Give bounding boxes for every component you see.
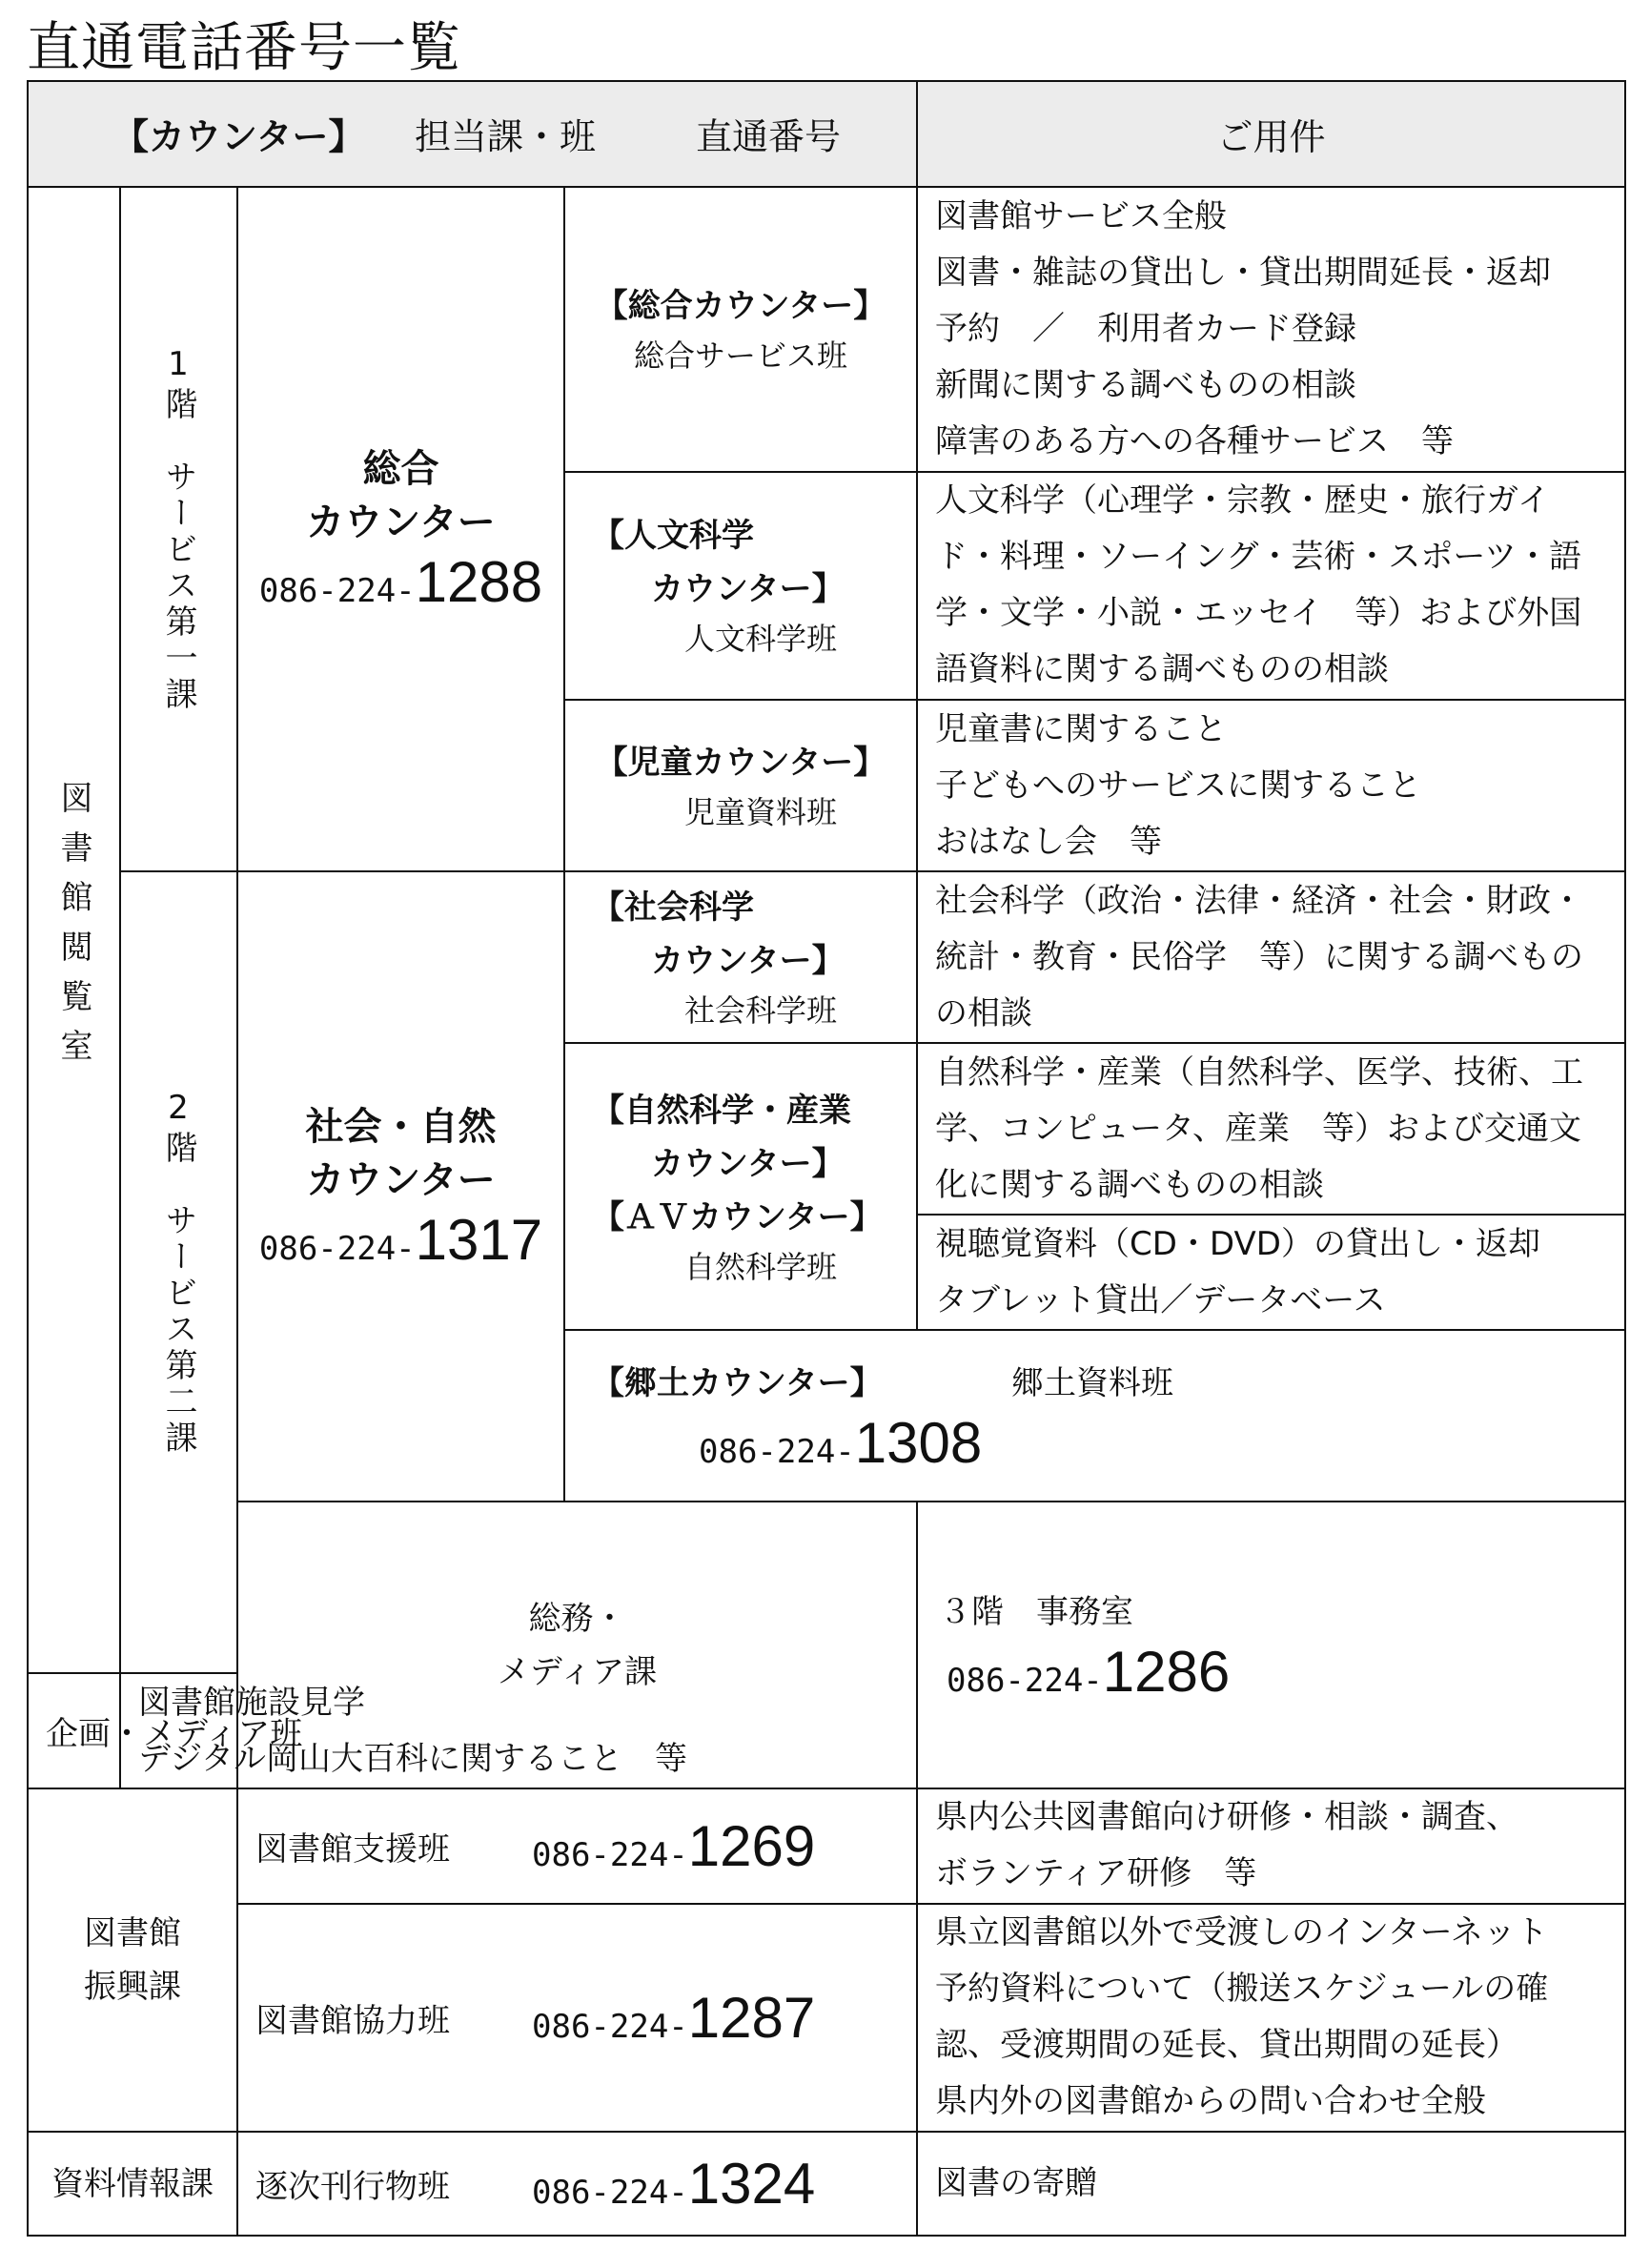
support-usage: 県内公共図書館向け研修・相談・調査、 ボランティア研修 等 xyxy=(917,1788,1625,1904)
humanities-counter-label-1: 【人文科学 xyxy=(592,517,754,556)
header-cell-left xyxy=(28,81,917,187)
general-counter-label: 【総合カウンター】 xyxy=(595,287,886,326)
table-header-row xyxy=(28,81,1625,187)
header-direct: 直通番号 xyxy=(696,115,842,158)
cooperation-team-cell xyxy=(237,1904,917,2132)
general-media-phone: 086-224-1286 xyxy=(947,1640,1231,1705)
floor1-phone: 086-224-1288 xyxy=(258,550,543,615)
table-row xyxy=(28,1904,1625,2132)
floor2-phone: 086-224-1317 xyxy=(258,1208,543,1273)
floor2-counter-name-1: 社会・自然 xyxy=(305,1105,497,1150)
materials-dept: 資料情報課 xyxy=(28,2132,237,2236)
social-counter-label-1: 【社会科学 xyxy=(592,889,754,928)
header-section: 担当課・班 xyxy=(415,115,597,158)
general-counter-usage: 図書館サービス全般 図書・雑誌の貸出し・貸出期間延長・返却 予約 ／ 利用者カード登録 新聞に関する調べものの相談 障害のある方への各種サービス 等 xyxy=(917,187,1625,472)
social-counter-label-2: カウンター】 xyxy=(651,942,845,981)
floor1-label: 1階 サービス第一課 xyxy=(120,187,237,871)
header-usage: ご用件 xyxy=(917,81,1625,187)
local-counter-label: 【郷土カウンター】 xyxy=(592,1363,883,1402)
science-counter-cell xyxy=(564,1043,917,1330)
table-row xyxy=(28,871,1625,1043)
children-counter-cell xyxy=(564,700,917,871)
general-service-team: 総合サービス班 xyxy=(633,337,847,375)
social-team: 社会科学班 xyxy=(684,992,838,1030)
general-media-dept: 総務・ メディア課 xyxy=(237,1502,917,1788)
av-usage: 視聴覚資料（CD・DVD）の貸出し・返却 タブレット貸出／データベース xyxy=(917,1215,1625,1330)
planning-media-usage: 図書館施設見学 デジタル岡山大百科に関すること 等 xyxy=(120,1673,237,1788)
periodicals-team: 逐次刊行物班 xyxy=(255,2168,450,2207)
table-row xyxy=(28,187,1625,472)
header-counter: 【カウンター】 xyxy=(112,115,365,158)
local-phone: 086-224-1308 xyxy=(699,1410,983,1475)
floor2-label: 2階 サービス第二課 xyxy=(120,871,237,1673)
av-counter-label: 【ＡＶカウンター】 xyxy=(592,1197,883,1236)
support-team-cell xyxy=(237,1788,917,1904)
children-counter-label: 【児童カウンター】 xyxy=(595,744,886,783)
science-counter-label-1: 【自然科学・産業 xyxy=(592,1091,851,1130)
children-usage: 児童書に関すること 子どもへのサービスに関すること おはなし会 等 xyxy=(917,700,1625,871)
table-row xyxy=(28,1788,1625,1904)
table-row xyxy=(28,2132,1625,2236)
children-team: 児童資料班 xyxy=(684,794,838,831)
floor1-counter-name-2: カウンター xyxy=(306,501,496,545)
local-team: 郷土資料班 xyxy=(1011,1363,1173,1402)
humanities-team: 人文科学班 xyxy=(684,621,838,658)
floor1-counter-name-1: 総合 xyxy=(362,447,439,492)
periodicals-phone: 086-224-1324 xyxy=(532,2152,816,2217)
page-title: 直通電話番号一覧 xyxy=(27,17,461,79)
directory-table xyxy=(27,80,1626,2237)
local-counter-cell xyxy=(564,1330,1625,1502)
floor1-counter xyxy=(237,187,564,871)
office-location: ３階 事務室 xyxy=(939,1593,1133,1632)
humanities-usage: 人文科学（心理学・宗教・歴史・旅行ガイ ド・料理・ソーイング・芸術・スポーツ・語 学・文学・小説・エッセイ 等）および外国 語資料に関する調べものの相談 xyxy=(917,472,1625,700)
planning-media-team: 企画・メディア班 xyxy=(28,1673,120,1788)
table-row xyxy=(28,1502,1625,1673)
periodicals-usage: 図書の寄贈 xyxy=(917,2132,1625,2236)
science-counter-label-2: カウンター】 xyxy=(651,1144,845,1183)
general-media-office xyxy=(917,1502,1625,1788)
cooperation-phone: 086-224-1287 xyxy=(532,1985,816,2050)
general-counter-cell xyxy=(564,187,917,472)
support-phone: 086-224-1269 xyxy=(532,1813,816,1878)
floor2-counter xyxy=(237,871,564,1502)
science-team: 自然科学班 xyxy=(684,1248,838,1285)
science-usage: 自然科学・産業（自然科学、医学、技術、工 学、コンピュータ、産業 等）および交通文 化に関する調べものの相談 xyxy=(917,1043,1625,1215)
cooperation-usage: 県立図書館以外で受渡しのインターネット 予約資料について（搬送スケジュールの確 認、受渡期間の延長、貸出期間の延長） 県内外の図書館からの問い合わせ全般 xyxy=(917,1904,1625,2132)
floor2-counter-name-2: カウンター xyxy=(306,1158,496,1203)
social-counter-cell xyxy=(564,871,917,1043)
promotion-dept: 図書館 振興課 xyxy=(28,1788,237,2132)
reading-room-label: 図書館閲覧室 xyxy=(28,187,120,1674)
social-usage: 社会科学（政治・法律・経済・社会・財政・ 統計・教育・民俗学 等）に関する調べもの の相談 xyxy=(917,871,1625,1043)
humanities-counter-label-2: カウンター】 xyxy=(651,570,845,609)
humanities-counter-cell xyxy=(564,472,917,700)
support-team: 図書館支援班 xyxy=(255,1829,450,1869)
periodicals-team-cell xyxy=(237,2132,917,2236)
cooperation-team: 図書館協力班 xyxy=(255,2001,450,2040)
